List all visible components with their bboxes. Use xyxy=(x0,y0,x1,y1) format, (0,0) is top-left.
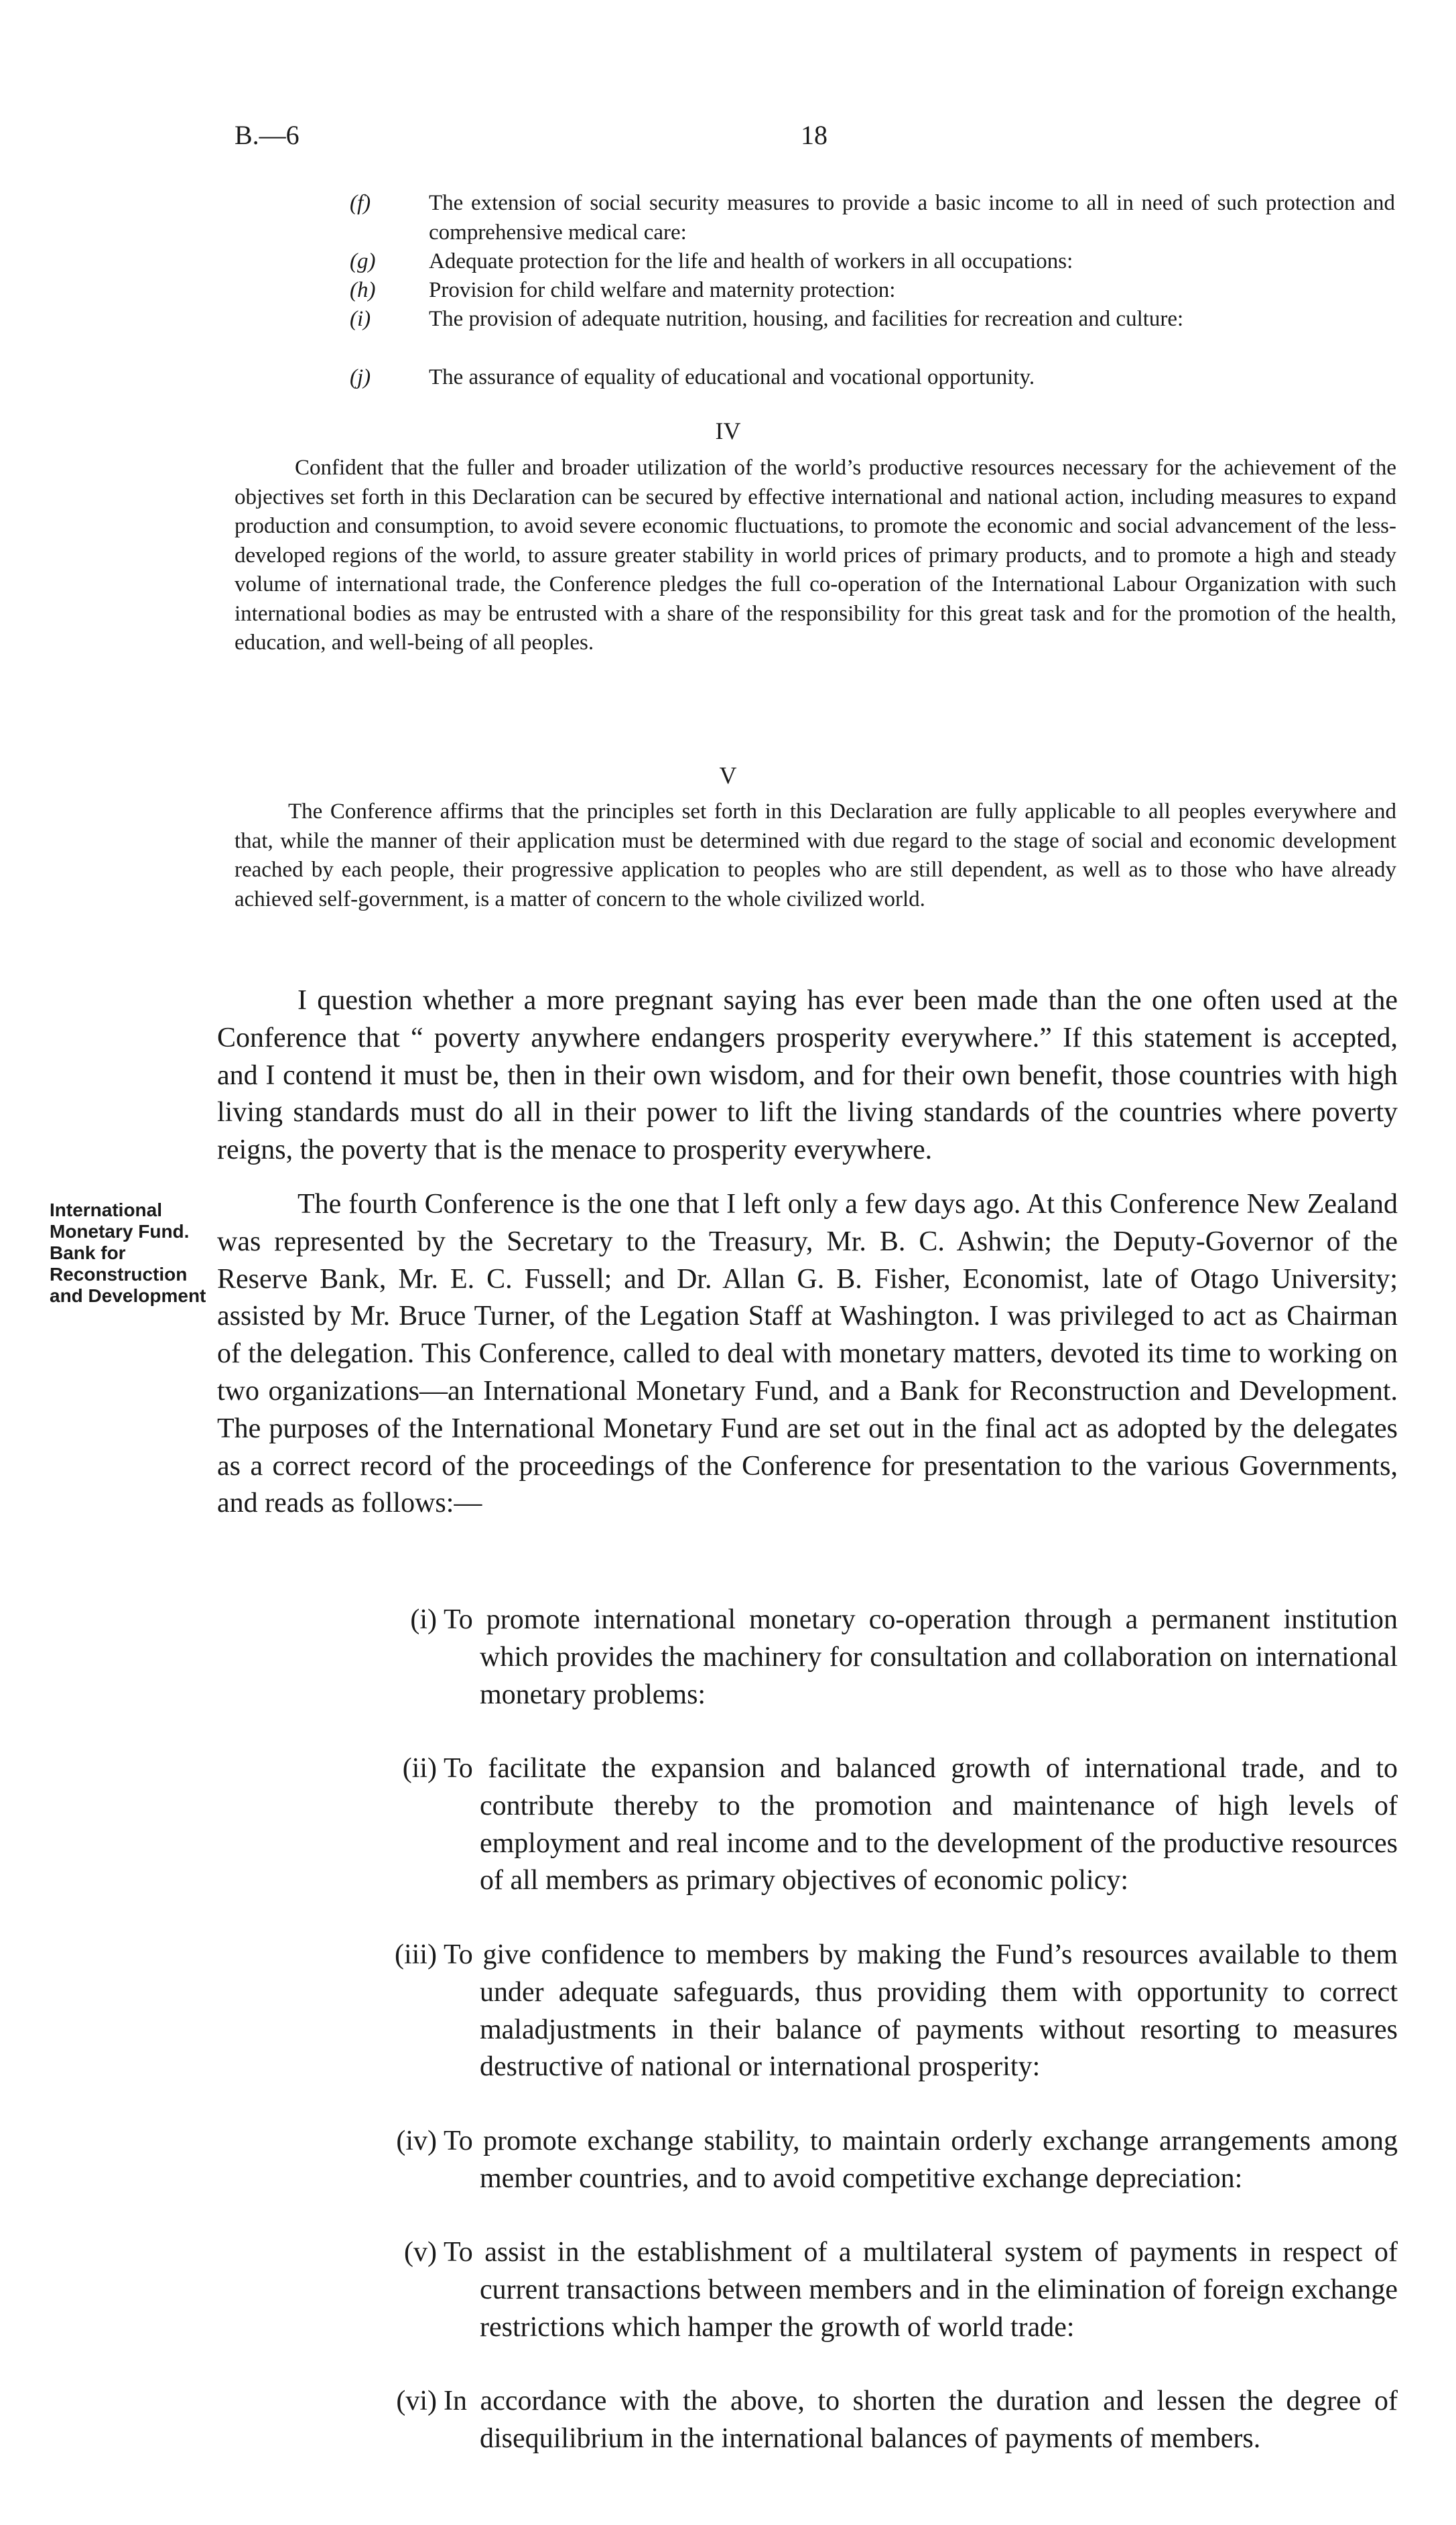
item-text: The assurance of equality of educational and vocational opportunity. xyxy=(429,365,1035,389)
list-item xyxy=(350,276,1395,306)
page-number: 18 xyxy=(801,120,828,150)
list-item xyxy=(362,1937,1398,2086)
list-item xyxy=(362,1602,1398,1713)
item-text: To promote international monetary co-operation through a permanent institution which provides the machinery for consultation and collaboration on international monetary problems: xyxy=(444,1604,1398,1710)
section-heading: V xyxy=(719,762,737,789)
list-item xyxy=(350,189,1395,247)
item-label: (h) xyxy=(350,278,376,302)
list-item xyxy=(362,1750,1398,1900)
body-paragraph: The fourth Conference is the one that I left only a few days ago. At this Conference New Zealand was represented by the Secretary to the Treasury, Mr. B. C. Ashwin; the Deputy-Governor of the Reserve Bank, Mr. E. C. Fussell; and Dr. Allan G. B. Fisher, Economist, late of Otago University; assisted by Mr. Bruce Turner, of the Legation Staff at Washington. I was privileged to act as Chairman of the delegation. This Conference, called to deal with monetary matters, devoted its time to working on two organizations—an International Monetary Fund, and a Bank for Reconstruction and Development. The purposes of the International Monetary Fund are set out in the final act as adopted by the delegates as a correct record of the proceedings of the Conference for presentation to the various Governments, and reads as follows:— xyxy=(217,1189,1398,1519)
item-text: Adequate protection for the life and health of workers in all occupations: xyxy=(429,249,1073,273)
item-text: The extension of social security measures to provide a basic income to all in need of such protection and comprehensive medical care: xyxy=(429,191,1395,245)
item-text: To promote exchange stability, to maintain orderly exchange arrangements among member countries, and to avoid competitive exchange depreciation: xyxy=(444,2126,1398,2194)
item-number: (v) xyxy=(404,2237,437,2268)
item-text: To assist in the establishment of a multilateral system of payments in respect of current transactions between members and in the elimination of foreign exchange restrictions which hamper the growth of world trade: xyxy=(444,2237,1398,2343)
item-text: In accordance with the above, to shorten the duration and lessen the degree of disequilibrium in the international balances of payments of members. xyxy=(444,2386,1398,2454)
item-text: The provision of adequate nutrition, housing, and facilities for recreation and culture: xyxy=(429,307,1184,331)
item-number: (iv) xyxy=(396,2126,437,2156)
item-label: (f) xyxy=(350,191,371,215)
body-paragraph: I question whether a more pregnant saying has ever been made than the one often used at the Conference that “ poverty anywhere endangers prosperity everywhere.” If this statement is accepted, and I contend it must be, then in their own wisdom, and for their own benefit, those countries with high living standards must do all in their power to lift the living standards of the countries where poverty reigns, the poverty that is the menace to prosperity everywhere. xyxy=(217,985,1398,1166)
list-item xyxy=(350,247,1395,277)
item-text: To facilitate the expansion and balanced growth of international trade, and to contribute thereby to the promotion and maintenance of high levels of employment and real income and to the development of the productive resources of all members as primary objectives of economic policy: xyxy=(444,1753,1398,1896)
list-item xyxy=(362,2123,1398,2198)
item-number: (iii) xyxy=(395,1939,437,1970)
item-text: To give confidence to members by making the Fund’s resources available to them under adequate safeguards, thus providing them with opportunity to correct maladjustments in their balance of payments without resorting to measures destructive of national or international prosperity: xyxy=(444,1939,1398,2083)
list-item xyxy=(362,2234,1398,2346)
section-heading: IV xyxy=(715,417,741,444)
item-number: (vi) xyxy=(396,2386,437,2416)
item-label: (j) xyxy=(350,365,371,389)
item-label: (g) xyxy=(350,249,376,273)
document-reference: B.—6 xyxy=(235,120,300,150)
list-item xyxy=(350,363,1395,393)
item-number: (ii) xyxy=(402,1753,437,1784)
section-iv-text: Confident that the fuller and broader utilization of the world’s productive resources necessary for the achievement of the objectives set forth in this Declaration can be secured by effective international and national action, including measures to expand production and consumption, to avoid severe economic fluctuations, to promote the economic and social advancement of the less-developed regions of the world, to assure greater stability in world prices of primary products, and to promote a high and steady volume of international trade, the Conference pledges the full co-operation of the International Labour Organization with such international bodies as may be entrusted with a share of the responsibility for this great task and for the promotion of the health, education, and well-being of all peoples. xyxy=(235,456,1396,655)
item-text: Provision for child welfare and maternity protection: xyxy=(429,278,896,302)
item-label: (i) xyxy=(350,307,371,331)
item-number: (i) xyxy=(410,1604,437,1635)
section-v-text: The Conference affirms that the principles set forth in this Declaration are fully applicable to all peoples everywhere and that, while the manner of their application must be determined with due regard to the stage of social and economic development reached by each people, their progressive application to peoples who are still dependent, as well as to those who have already achieved self-government, is a matter of concern to the whole civilized world. xyxy=(235,799,1396,911)
list-item xyxy=(362,2383,1398,2458)
list-item xyxy=(350,305,1395,334)
margin-note: International Monetary Fund. Bank for Reconstruction and Development xyxy=(50,1200,206,1306)
